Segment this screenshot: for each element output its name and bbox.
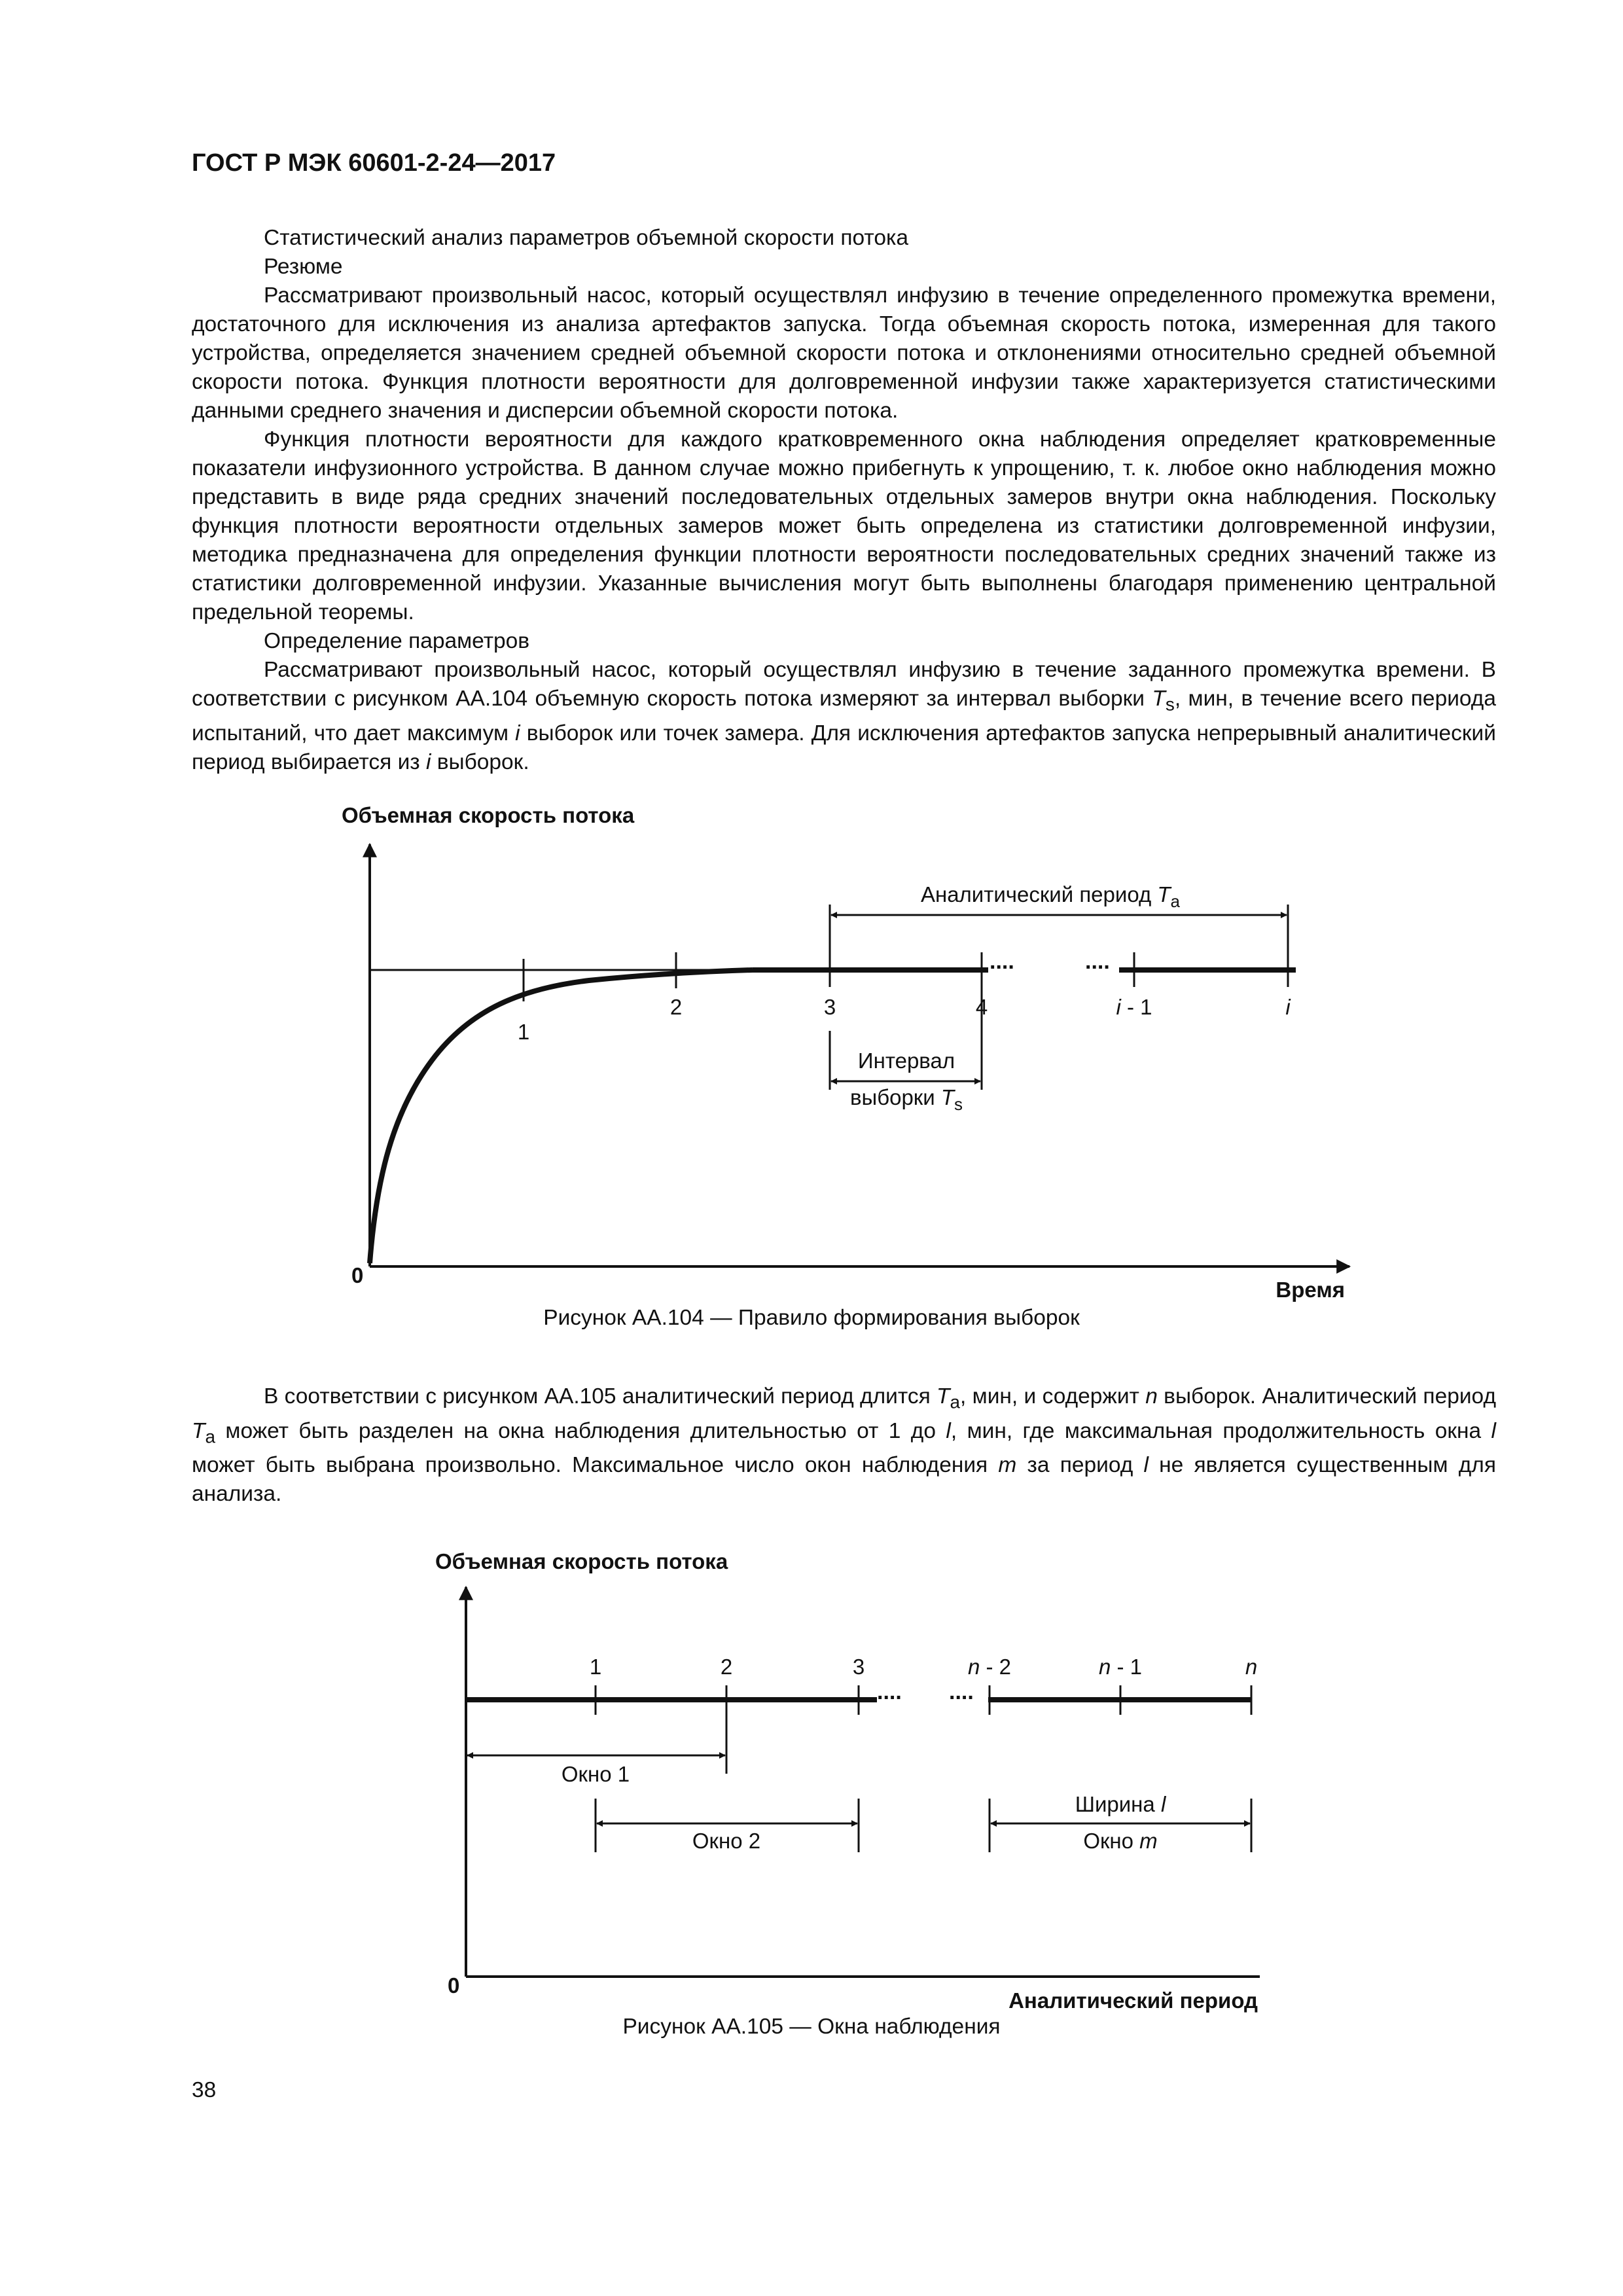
fig105-y-axis-label: Объемная скорость потока <box>435 1549 728 1573</box>
fig104-origin: 0 <box>351 1263 364 1287</box>
page-number: 38 <box>192 2078 217 2102</box>
fig105-tick-label-n-1: n - 1 <box>1098 1655 1143 1679</box>
figure-105-caption: Рисунок АА.105 — Окна наблюдения <box>622 2015 1001 2039</box>
figure-104 <box>0 798 1623 1335</box>
fig105-origin: 0 <box>448 1973 460 1998</box>
fig105-tick-label-n-2: n - 2 <box>967 1655 1012 1679</box>
fig105-tick-label-2: 2 <box>720 1655 733 1679</box>
fig105-tick-label-1: 1 <box>589 1655 602 1679</box>
paragraph-3: Рассматривают произвольный насос, который осуществлял инфузию в течение заданного промежутка времени. В соответствии с рисунком АА.104 объемную скорость потока измеряют за интервал выборки $T_s$, мин, в течение всего периода испытаний, что дает максимум i выборок или точек замера. Для исключения артефактов запуска непрерывный аналитический период выбирается из i выборок. <box>192 658 1496 774</box>
fig104-dots-right: .... <box>1085 949 1110 974</box>
fig105-x-axis-label: Аналитический период <box>1008 1988 1258 2013</box>
document-header: ГОСТ Р МЭК 60601-2-24—2017 <box>192 149 556 177</box>
fig105-window2-label: Окно 2 <box>692 1829 761 1853</box>
fig104-tick-label-2: 2 <box>669 995 683 1019</box>
fig104-interval-label-1: Интервал <box>857 1049 955 1073</box>
fig105-tick-label-n: n <box>1245 1655 1258 1679</box>
fig105-width-label: Ширина l <box>1075 1792 1166 1816</box>
paragraph-title: Статистический анализ параметров объемной скорости потока <box>264 226 909 250</box>
fig105-window1-label: Окно 1 <box>561 1762 630 1786</box>
fig104-period-label: Аналитический период $T_a$ <box>920 882 1181 911</box>
fig105-dots-right: .... <box>949 1679 974 1704</box>
paragraph-2: Функция плотности вероятности для каждого кратковременного окна наблюдения определяет кратковременные показатели инфузионного устройства. В данном случае можно прибегнуть к упрощению, т. к. любое окно наблюдения можно представить в виде ряда средних значений последовательных отдельных замеров внутри окна наблюдения. Поскольку функция плотности вероятности отдельных замеров может быть определена из статистики долговременной инфузии, методика предназначена для определения функции плотности вероятности последовательных средних значений также из статистики долговременной инфузии. Указанные вычисления могут быть выполнены благодаря применению центральной предельной теоремы. <box>192 427 1496 624</box>
figure-105 <box>0 1545 1623 2049</box>
fig104-tick-label-4: 4 <box>975 995 988 1019</box>
fig104-dots-left: .... <box>990 949 1014 974</box>
fig105-dots-left: .... <box>877 1679 902 1704</box>
figure-104-caption: Рисунок АА.104 — Правило формирования выборок <box>543 1306 1080 1330</box>
section-statistics <box>192 224 1496 777</box>
fig104-flow-curve <box>370 970 753 1263</box>
fig104-tick-label-i: i <box>1285 995 1291 1019</box>
fig104-y-axis-label: Объемная скорость потока <box>342 803 635 827</box>
fig104-tick-label-3: 3 <box>823 995 836 1019</box>
paragraph-1: Рассматривают произвольный насос, который осуществлял инфузию в течение определенного промежутка времени, достаточного для исключения из анализа артефактов запуска. Тогда объемная скорость потока, измеренная для такого устройства, определяется значением средней объемной скорости потока и отклонениями относительно средней объемной скорости потока. Функция плотности вероятности для долговременной инфузии также характеризуется статистическими данными среднего значения и дисперсии объемной скорости потока. <box>192 283 1496 423</box>
paragraph-resume-heading: Резюме <box>264 255 343 279</box>
fig105-windowm-label: Окно m <box>1083 1829 1158 1853</box>
fig105-tick-label-3: 3 <box>852 1655 865 1679</box>
paragraph-definition-heading: Определение параметров <box>264 629 530 653</box>
fig104-tick-label-1: 1 <box>517 1020 530 1044</box>
fig104-tick-label-i-1: i - 1 <box>1116 995 1152 1019</box>
fig104-interval-label-2: выборки $T_s$ <box>849 1085 963 1114</box>
section-windows <box>192 1382 1496 1509</box>
paragraph-4: В соответствии с рисунком АА.105 аналитический период длится $T_a$, мин, и содержит n выборок. Аналитический период $T_a$ может быть разделен на окна наблюдения длительностью от 1 до l, мин, где максимальная продолжительность окна l может быть выбрана произвольно. Максимальное число окон наблюдения m за период l не является существенным для анализа. <box>192 1384 1496 1507</box>
fig104-x-axis-label: Время <box>1275 1278 1345 1302</box>
